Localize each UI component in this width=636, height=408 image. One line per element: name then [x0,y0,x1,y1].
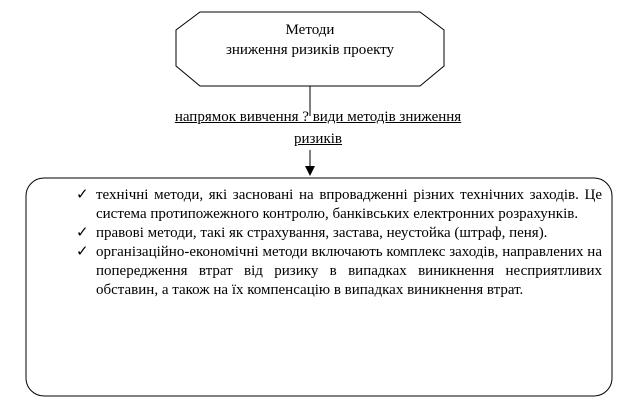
list-item-text: організаційно-економічні методи включають комплекс заходів, направлених на попередження втрат від ризику в випадках виникнення несприятливих обставин, а також на їх компенсацію в випадках виникнення втрат. [96,244,602,298]
list-item [72,243,602,300]
connector-label-line-2: ризиків [293,131,343,147]
title-line-1: Методи [285,22,335,38]
title-line-2: зниження ризиків проекту [225,42,395,58]
checkmark-icon: ✓ [76,187,89,203]
title-box [182,20,438,60]
connector-label-line-1: напрямок вивчення ? види методів зниження [174,109,462,125]
methods-list [72,186,602,300]
list-item [72,224,602,243]
list-item [72,186,602,224]
checkmark-icon: ✓ [76,225,89,241]
arrow-down-icon [305,166,315,176]
list-item-text: технічні методи, які засновані на впровадженні різних технічних заходів. Це система протипожежного контролю, банківських електронних розрахунків. [96,187,602,222]
checkmark-icon: ✓ [76,244,89,260]
connector-label [118,106,518,150]
list-item-text: правові методи, такі як страхування, застава, неустойка (штраф, пеня). [96,225,548,241]
